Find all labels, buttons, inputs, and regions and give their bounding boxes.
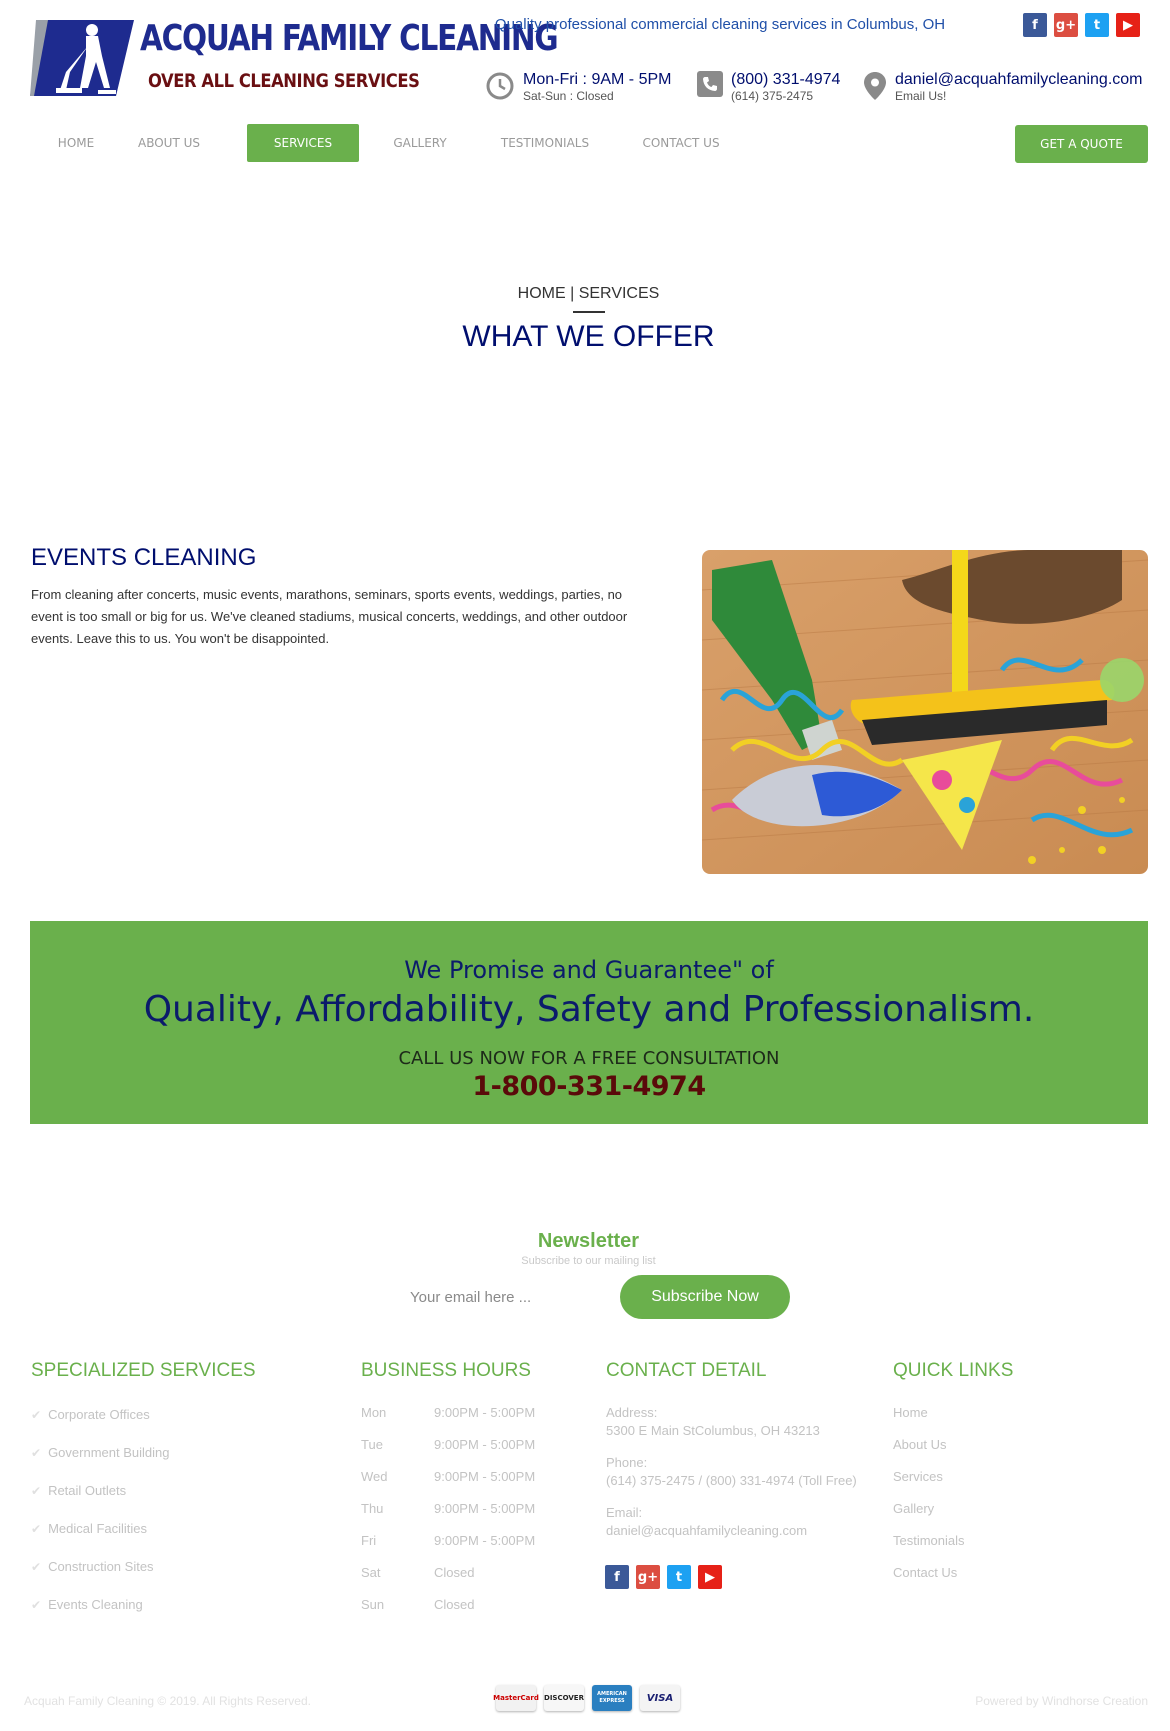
links-heading: QUICK LINKS	[893, 1360, 1014, 1381]
youtube-icon[interactable]: ▶	[1116, 13, 1140, 37]
nav-contact-us[interactable]: CONTACT US	[642, 136, 720, 150]
visa-icon: VISA	[640, 1685, 680, 1711]
promise-phone[interactable]: 1-800-331-4974	[472, 1071, 706, 1102]
powered-by[interactable]: Powered by Windhorse Creation	[975, 1694, 1148, 1708]
facebook-icon[interactable]: f	[1023, 13, 1047, 37]
social-links-footer	[605, 1565, 722, 1589]
twitter-icon[interactable]: t	[667, 1565, 691, 1589]
footer-quick-links	[893, 1360, 1013, 1588]
hours-row: Thu 9:00PM - 5:00PM	[361, 1500, 536, 1516]
newsletter-email-input[interactable]	[400, 1275, 630, 1319]
get-quote-button[interactable]: GET A QUOTE	[1015, 125, 1148, 163]
email-main[interactable]: daniel@acquahfamilycleaning.com	[895, 71, 1143, 88]
facebook-icon[interactable]: f	[605, 1565, 629, 1589]
youtube-icon[interactable]: ▶	[698, 1565, 722, 1589]
hours-row: Mon 9:00PM - 5:00PM	[361, 1404, 536, 1420]
social-links-header	[1023, 13, 1140, 37]
list-item[interactable]: ✔ Retail Outlets	[31, 1483, 127, 1498]
contact-heading: CONTACT DETAIL	[606, 1360, 767, 1381]
header-hours	[485, 71, 671, 103]
footer-services	[31, 1360, 256, 1624]
header-phone	[697, 71, 840, 103]
nav-about-us[interactable]: ABOUT US	[137, 136, 200, 150]
footer-link-services[interactable]: Services	[893, 1468, 943, 1484]
hours-row: Sun Closed	[361, 1596, 475, 1612]
google-plus-icon[interactable]: g+	[1054, 13, 1078, 37]
promise-values: Quality, Affordability, Safety and Professionalism.	[143, 989, 1035, 1030]
hours-main: Mon-Fri : 9AM - 5PM	[523, 71, 672, 88]
footer-link-testimonials[interactable]: Testimonials	[893, 1532, 965, 1548]
twitter-icon[interactable]: t	[1085, 13, 1109, 37]
page-title: WHAT WE OFFER	[462, 320, 715, 353]
hours-row: Sat Closed	[361, 1564, 475, 1580]
hours-sub: Sat-Sun : Closed	[523, 89, 614, 103]
list-item[interactable]: ✔ Corporate Offices	[31, 1407, 150, 1422]
email-label: Email:	[606, 1505, 643, 1520]
email-value[interactable]: daniel@acquahfamilycleaning.com	[606, 1523, 808, 1538]
service-title: EVENTS CLEANING	[31, 544, 257, 571]
check-icon: ✔	[31, 1522, 42, 1536]
google-plus-icon[interactable]: g+	[636, 1565, 660, 1589]
newsletter-title: Newsletter	[537, 1230, 640, 1252]
services-heading: SPECIALIZED SERVICES	[31, 1360, 256, 1381]
hours-row: Fri 9:00PM - 5:00PM	[361, 1532, 536, 1548]
list-item[interactable]: ✔ Events Cleaning	[31, 1597, 143, 1612]
phone-label: Phone:	[606, 1455, 648, 1470]
broom-party-illustration	[702, 550, 1148, 874]
hours-heading: BUSINESS HOURS	[361, 1360, 531, 1381]
phone-value: (614) 375-2475 / (800) 331-4974 (Toll Free)	[606, 1473, 857, 1488]
footer-hours	[361, 1360, 564, 1620]
events-cleaning-image	[702, 550, 1148, 874]
phone-icon	[697, 71, 723, 97]
list-item[interactable]: ✔ Medical Facilities	[31, 1521, 148, 1536]
promise-intro: We Promise and Guarantee" of	[404, 956, 774, 984]
check-icon: ✔	[31, 1408, 42, 1422]
hours-row: Wed 9:00PM - 5:00PM	[361, 1468, 536, 1484]
footer-link-contact[interactable]: Contact Us	[893, 1564, 958, 1580]
service-description: From cleaning after concerts, music events, marathons, seminars, sports events, weddings, parties, no event is too small or big for us. We've cleaned stadiums, musical concerts, weddings, and other outdoor events. Leave this to us. You won't be disappointed.	[31, 587, 628, 646]
logo-name: ACQUAH FAMILY CLEANING	[140, 18, 558, 59]
promise-cta: CALL US NOW FOR A FREE CONSULTATION	[398, 1048, 780, 1069]
footer-link-about[interactable]: About Us	[893, 1436, 947, 1452]
tagline: Quality professional commercial cleaning services in Columbus, OH	[494, 16, 946, 33]
map-pin-icon	[863, 71, 887, 101]
address-label: Address:	[606, 1405, 658, 1420]
nav-services[interactable]: SERVICES	[247, 124, 359, 162]
amex-icon: AMERICAN EXPRESS	[592, 1685, 632, 1711]
promise-banner	[30, 921, 1148, 1124]
footer-link-home[interactable]: Home	[893, 1404, 928, 1420]
breadcrumb-divider	[573, 311, 605, 313]
clock-icon	[485, 71, 515, 101]
logo[interactable]	[30, 16, 558, 100]
payment-cards	[493, 1685, 680, 1711]
phone-sub: (614) 375-2475	[731, 89, 814, 103]
address-value: 5300 E Main StColumbus, OH 43213	[606, 1423, 820, 1438]
nav-gallery[interactable]: GALLERY	[393, 136, 447, 150]
breadcrumb: HOME | SERVICES	[517, 285, 660, 302]
footer-contact	[606, 1360, 857, 1554]
check-icon: ✔	[31, 1560, 42, 1574]
nav-home[interactable]: HOME	[57, 136, 95, 150]
subscribe-button[interactable]: Subscribe Now	[620, 1275, 790, 1319]
check-icon: ✔	[31, 1598, 42, 1612]
copyright: Acquah Family Cleaning © 2019. All Rights Reserved.	[24, 1694, 311, 1708]
check-icon: ✔	[31, 1446, 42, 1460]
phone-main[interactable]: (800) 331-4974	[731, 71, 841, 88]
list-item[interactable]: ✔ Government Building	[31, 1445, 170, 1460]
logo-subtitle: OVER ALL CLEANING SERVICES	[148, 70, 420, 92]
newsletter-subtitle: Subscribe to our mailing list	[521, 1255, 656, 1267]
check-icon: ✔	[31, 1484, 42, 1498]
main-nav	[30, 124, 727, 162]
discover-icon: DISCOVER	[544, 1685, 584, 1711]
logo-mark-icon	[30, 16, 140, 100]
mastercard-icon: MasterCard	[496, 1685, 536, 1711]
list-item[interactable]: ✔ Construction Sites	[31, 1559, 154, 1574]
email-sub: Email Us!	[895, 89, 947, 103]
hours-row: Tue 9:00PM - 5:00PM	[361, 1436, 536, 1452]
nav-testimonials[interactable]: TESTIMONIALS	[500, 136, 590, 150]
header-email	[863, 71, 1143, 103]
footer-link-gallery[interactable]: Gallery	[893, 1500, 935, 1516]
